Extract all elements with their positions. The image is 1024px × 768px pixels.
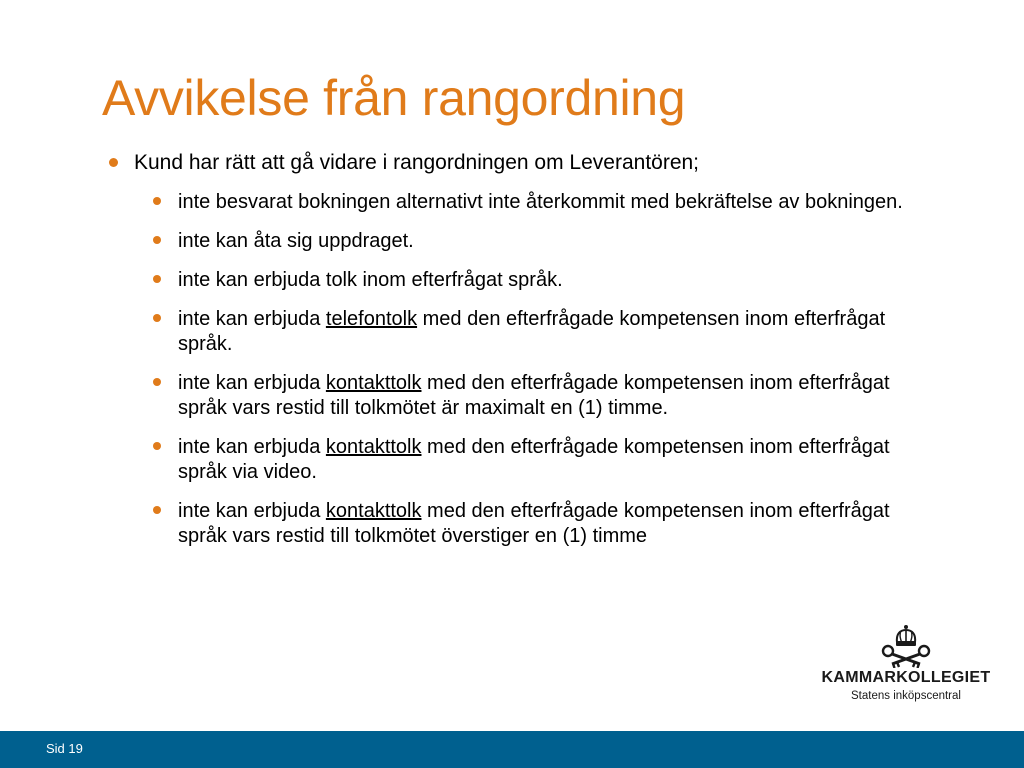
bullet-dot-icon bbox=[153, 197, 161, 205]
sub-bullet-text: inte kan erbjuda bbox=[178, 372, 326, 394]
footer-bar bbox=[0, 731, 1024, 768]
main-bullet bbox=[104, 150, 904, 549]
sub-bullet bbox=[149, 435, 904, 485]
sub-bullet bbox=[149, 229, 904, 254]
main-bullet-text: Kund har rätt att gå vidare i rangordningen om Leverantören; bbox=[134, 151, 700, 174]
sub-bullet bbox=[149, 307, 904, 357]
page-number: Sid 19 bbox=[46, 741, 83, 756]
telefontolk-link[interactable]: telefontolk bbox=[325, 308, 418, 330]
bullet-dot-icon bbox=[153, 275, 161, 283]
slide-title: Avvikelse från rangordning bbox=[102, 70, 686, 126]
bullet-dot-icon bbox=[153, 442, 161, 450]
sub-bullet-text-rest: med den efterfrågade kompetensen inom efterfrågat språk vars restid till tolkmötet överstiger en (1) timme bbox=[178, 500, 890, 547]
bullet-dot-icon bbox=[153, 378, 161, 386]
kontakttolk-link[interactable]: kontakttolk bbox=[325, 500, 422, 522]
sub-bullet-text: inte kan erbjuda tolk inom efterfrågat språk. bbox=[178, 269, 563, 291]
bullet-dot-icon bbox=[153, 314, 161, 322]
sub-bullet-text: inte kan åta sig uppdraget. bbox=[178, 230, 414, 252]
sub-bullet-text-rest: med den efterfrågade kompetensen inom efterfrågat språk vars restid till tolkmötet är maximalt en (1) timme. bbox=[178, 372, 890, 419]
sub-bullet bbox=[149, 268, 904, 293]
bullet-dot-icon bbox=[109, 158, 118, 167]
bullet-dot-icon bbox=[153, 236, 161, 244]
sub-bullet bbox=[149, 499, 904, 549]
kammarkollegiet-logo bbox=[820, 624, 992, 708]
sub-bullet-text-rest: med den efterfrågade kompetensen inom efterfrågat språk. bbox=[178, 308, 886, 355]
logo-subtitle: Statens inköpscentral bbox=[851, 690, 961, 702]
sub-bullet-text: inte kan erbjuda bbox=[178, 500, 326, 522]
crown-keys-icon bbox=[878, 624, 934, 668]
kontakttolk-link[interactable]: kontakttolk bbox=[325, 436, 422, 458]
sub-bullet-text-rest: med den efterfrågade kompetensen inom efterfrågat språk via video. bbox=[178, 436, 890, 483]
sub-bullet bbox=[149, 371, 904, 421]
sub-bullet-text: inte kan erbjuda bbox=[178, 308, 326, 330]
bullet-dot-icon bbox=[153, 506, 161, 514]
sub-bullet bbox=[149, 190, 904, 215]
sub-bullet-text: inte kan erbjuda bbox=[178, 436, 326, 458]
kontakttolk-link[interactable]: kontakttolk bbox=[325, 372, 422, 394]
bullet-list bbox=[104, 150, 904, 563]
sub-bullet-list bbox=[134, 190, 904, 549]
logo-name: KAMMARKOLLEGIET bbox=[821, 669, 991, 686]
sub-bullet-text: inte besvarat bokningen alternativt inte återkommit med bekräftelse av bokningen. bbox=[178, 191, 903, 213]
